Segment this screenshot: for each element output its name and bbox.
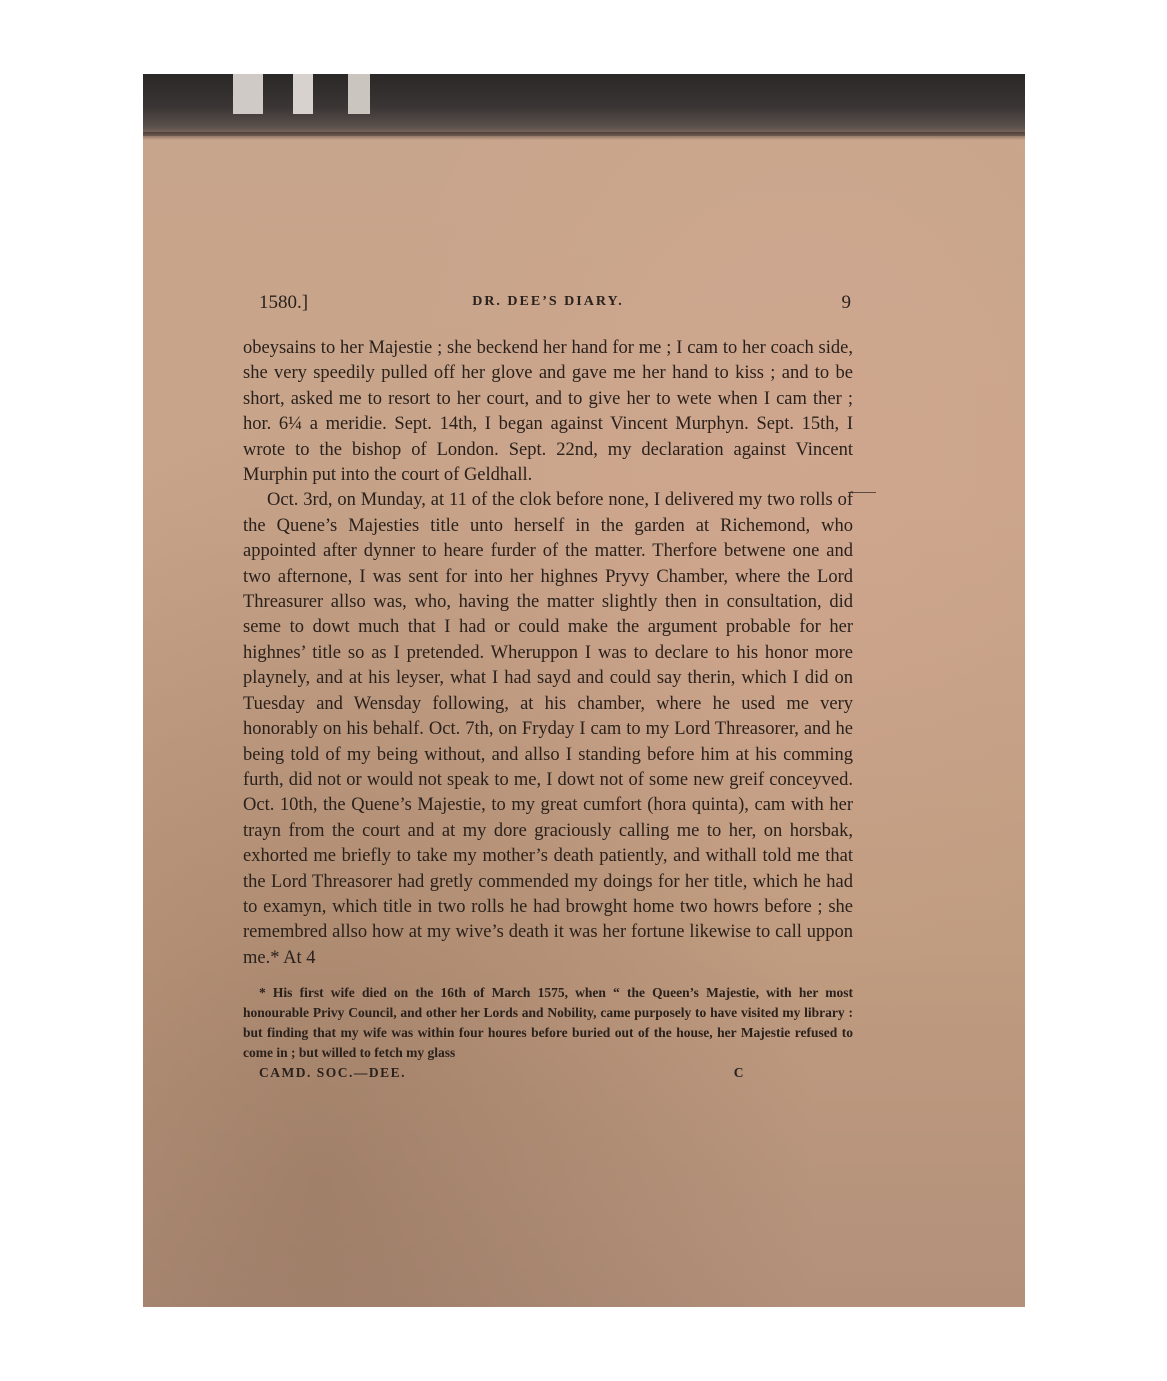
scanner-edge-band [143,74,1025,136]
scanner-edge-chip [348,74,370,114]
scanned-page [143,74,1025,1307]
book-page [243,292,853,1087]
running-head-year: 1580.] [259,292,309,313]
signature-text: CAMD. SOC.—DEE. [259,1065,407,1081]
page-number: 9 [841,292,851,313]
paragraph: Oct. 3rd, on Munday, at 11 of the clok before none, I delivered my two rolls of the Quene’s Majesties title unto herself in the garden at Richemond, who appointed after dynner to heare furder of the matter. Therfore betwene one and two afternone, I was sent for into her highnes Pryvy Chamber, where the Lord Threasurer allso was, who, having the matter slightly then in consultation, did seme to dowt much that I had or could make the argument probable for her highnes’ title so as I pretended. Wheruppon I was to declare to his honor more playnely, and at his leyser, what I had sayd and could say therin, which I did on Tuesday and Wensday following, at his chamber, where he used me very honorably on his behalf. Oct. 7th, on Fryday I cam to my Lord Threasorer, and he being told of my being without, and allso I standing before him at his comming furth, did not or would not speak to me, I dowt not of some new greif conceyved. Oct. 10th, the Quene’s Majestie, to my great cumfort (hora quinta), cam with her trayn from the court and at my dore graciously calling me to her, on horsbak, exhorted me briefly to take my mother’s death patiently, and withall told me that the Lord Threasorer had gretly commended my doings for her title, which he had to examyn, which title in two rolls he had browght home two howrs before ; she remembred allso how at my wive’s death it was her fortune likewise to call uppon me.* At 4 [243,490,853,968]
body-text [243,336,853,971]
running-head-title: DR. DEE’S DIARY. [472,294,624,309]
footnote-text: * His first wife died on the 16th of March 1575, when “ the Queen’s Majestie, with her most honourable Privy Council, and other her Lords and Nobility, came purposely to have visited my library : but finding that my wife was within four houres before buried out of the house, her Majestie refused to come in ; but willed to fetch my glass [243,985,853,1061]
running-head [243,292,853,318]
scanner-edge-chip [233,74,263,114]
signature-line [243,1065,853,1087]
page-top-edge [143,132,1025,140]
signature-mark: C [733,1065,745,1081]
paragraph: obeysains to her Majestie ; she beckend her hand for me ; I cam to her coach side, she very speedily pulled off her glove and gave me her hand to kiss ; and to be short, asked me to resort to her court, and to give her to wete when I cam ther ; hor. 6¼ a meridie. Sept. 14th, I began against Vincent Murphyn. Sept. 15th, I wrote to the bishop of London. Sept. 22nd, my declaration against Vincent Murphin put into the court of Geldhall. [243,338,853,486]
footnote [243,983,853,1063]
scanner-edge-chip [293,74,313,114]
